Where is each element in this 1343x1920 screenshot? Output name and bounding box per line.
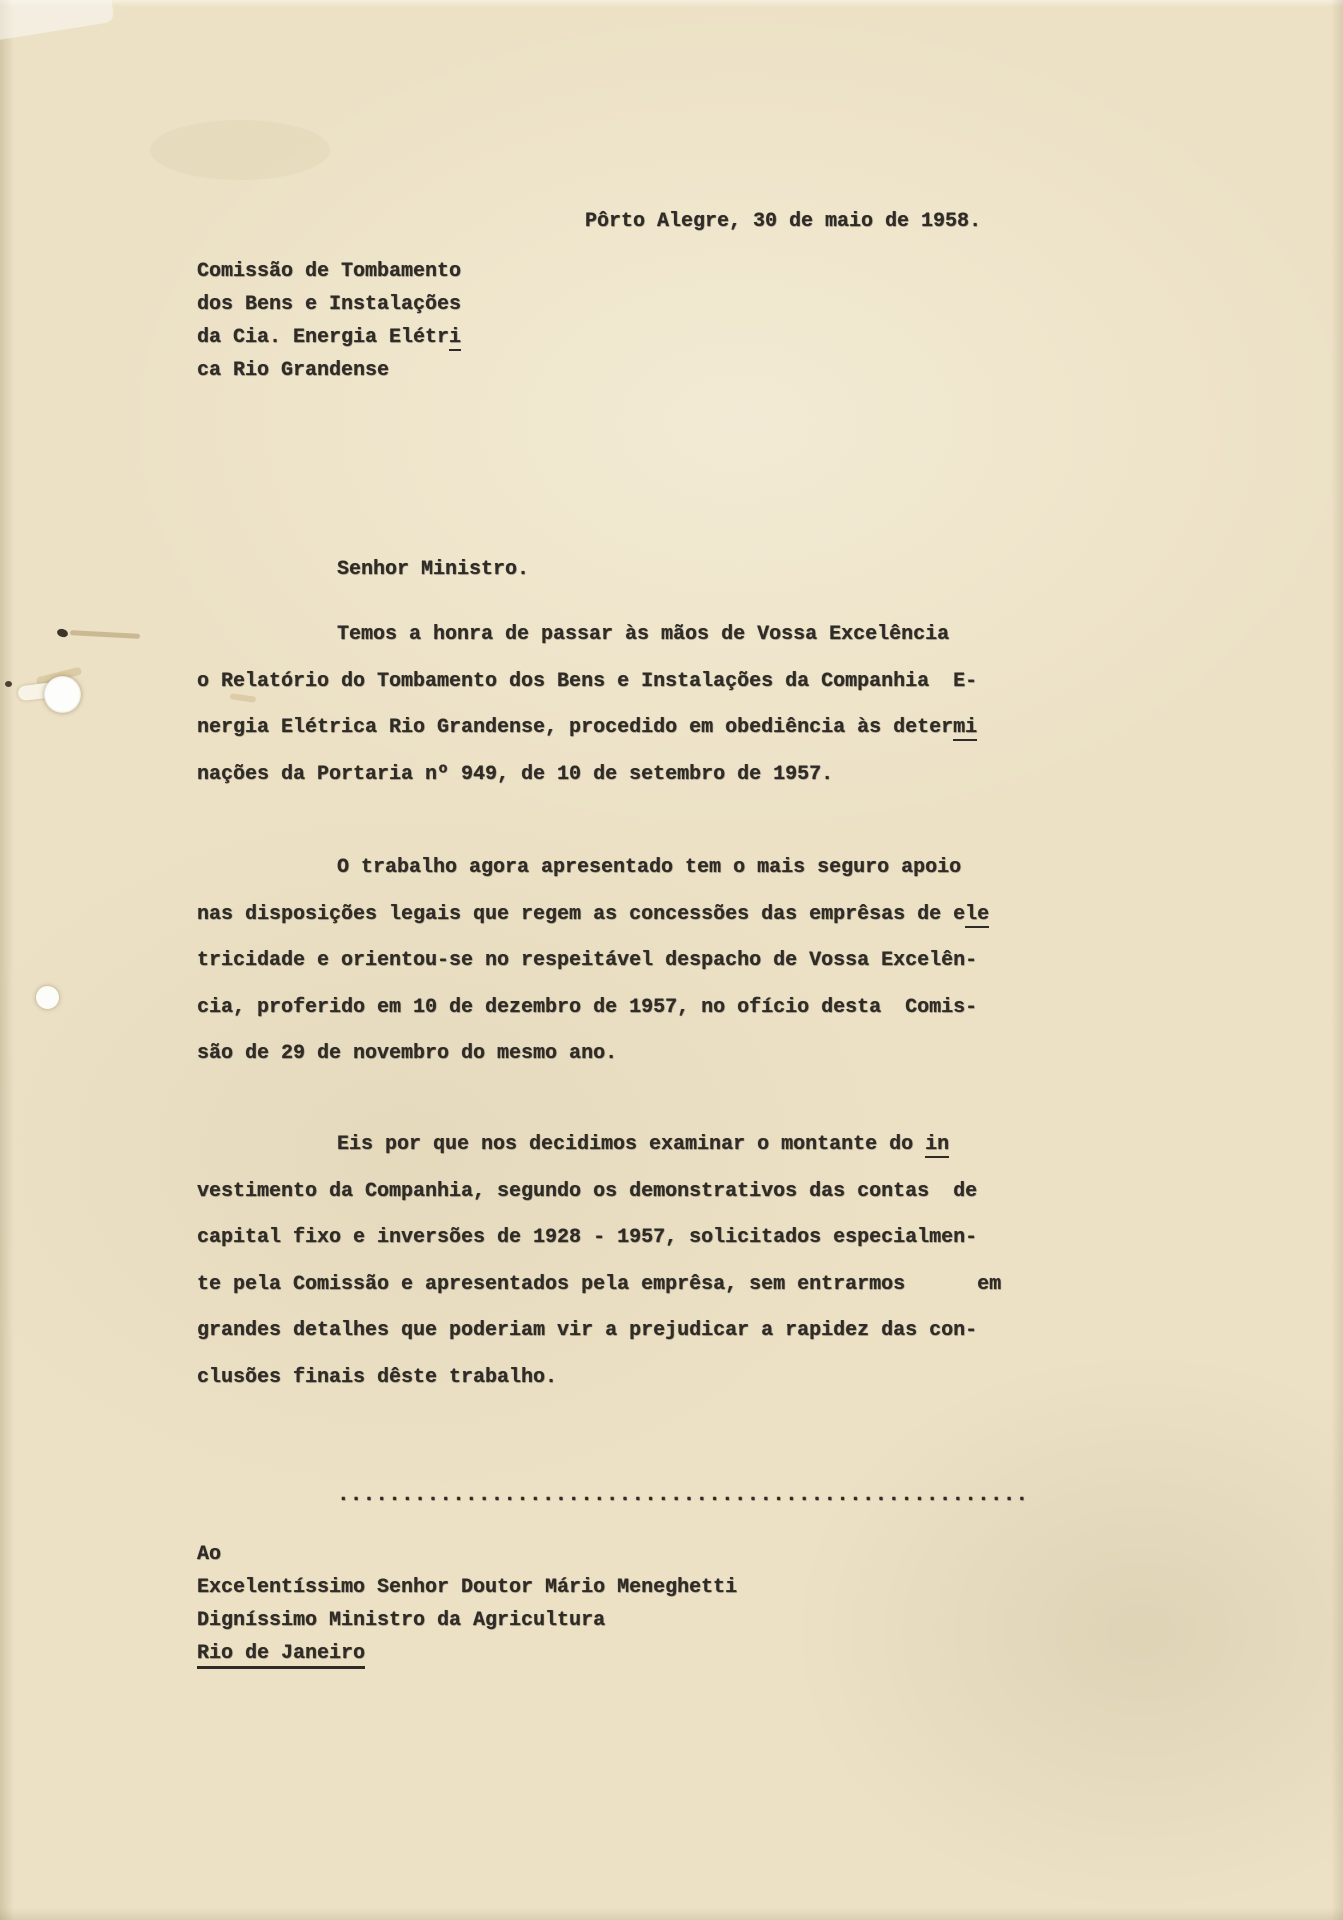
continuation-underline: in (925, 1133, 950, 1156)
paragraph-line (197, 1215, 1057, 1262)
recipient-line: Ao (197, 1543, 222, 1566)
line-text: tricidade e orientou-se no respeitável despacho de Vossa Excelên- (197, 949, 978, 972)
line-text: nações da Portaria nº 949, de 10 de setembro de 1957. (197, 762, 834, 786)
ink-speck (5, 681, 12, 687)
recipient-line: Digníssimo Ministro da Agricultura (197, 1609, 606, 1632)
line-text: O trabalho agora apresentado tem o mais seguro apoio (337, 856, 962, 879)
scan-corner-artifact (0, 0, 115, 42)
line-text: cia, proferido em 10 de dezembro de 1957, no ofício desta Comis- (197, 995, 978, 1019)
line-text: clusões finais dêste trabalho. (197, 1365, 558, 1389)
recipient-city: Rio de Janeiro (197, 1642, 365, 1669)
line-text: o Relatório do Tombamento dos Bens e Instalações da Companhia E- (197, 669, 978, 693)
line-text: grandes detalhes que poderiam vir a prejudicar a rapidez das con- (197, 1319, 978, 1342)
continuation-underline: mi (953, 716, 978, 739)
paragraph-1 (197, 612, 1057, 798)
paragraph-3 (197, 1122, 1057, 1401)
punch-hole (36, 986, 59, 1009)
line-text: Temos a honra de passar às mãos de Vossa Excelência (337, 623, 950, 646)
paragraph-line (197, 938, 1057, 985)
paragraph-line (197, 1308, 1057, 1355)
line-text: são de 29 de novembro do mesmo ano. (197, 1042, 618, 1065)
paper-smudge (70, 630, 140, 639)
sender-line (197, 321, 461, 354)
ink-speck (56, 627, 69, 638)
paragraph-2 (197, 845, 1057, 1078)
sender-line (197, 288, 461, 321)
paragraph-line (197, 612, 1057, 659)
paragraph-line (197, 845, 1057, 892)
continuation-underline: le (965, 902, 990, 926)
sender-line (197, 354, 461, 387)
recipient-address-block (197, 1538, 737, 1670)
date-line: Pôrto Alegre, 30 de maio de 1958. (585, 210, 982, 233)
paragraph-line (197, 659, 1057, 706)
sender-line (197, 255, 461, 288)
line-text: ca Rio Grandense (197, 359, 390, 382)
paragraph-line (197, 705, 1057, 752)
paragraph-line (197, 1355, 1057, 1402)
paragraph-line (197, 1031, 1057, 1078)
recipient-line: Excelentíssimo Senhor Doutor Mário Meneghetti (197, 1576, 738, 1599)
line-text: Eis por que nos decidimos examinar o montante do (337, 1133, 926, 1156)
line-text: dos Bens e Instalações (197, 293, 462, 316)
line-text: te pela Comissão e apresentados pela emprêsa, sem entrarmos em (197, 1272, 1002, 1296)
paragraph-line (197, 1169, 1057, 1216)
paragraph-line (197, 892, 1057, 939)
paragraph-line (197, 1122, 1057, 1169)
line-text: da Cia. Energia Elétr (197, 326, 450, 349)
continuation-underline: i (449, 326, 462, 349)
salutation: Senhor Ministro. (337, 558, 530, 581)
line-text: Comissão de Tombamento (197, 260, 462, 283)
paragraph-line (197, 985, 1057, 1032)
punch-hole (44, 676, 81, 713)
line-text: nas disposições legais que regem as concessões das emprêsas de e (197, 902, 966, 926)
line-text: vestimento da Companhia, segundo os demonstrativos das contas de (197, 1179, 978, 1203)
recipient-city-line (197, 1637, 737, 1670)
paragraph-line (197, 752, 1057, 799)
dotted-separator: ...................................................... (337, 1484, 1029, 1507)
sender-address-block (197, 255, 461, 387)
paragraph-line (197, 1262, 1057, 1309)
line-text: nergia Elétrica Rio Grandense, procedido em obediência às deter (197, 716, 954, 739)
paper-stain (150, 120, 330, 180)
line-text: capital fixo e inversões de 1928 - 1957, solicitados especialmen- (197, 1226, 978, 1249)
